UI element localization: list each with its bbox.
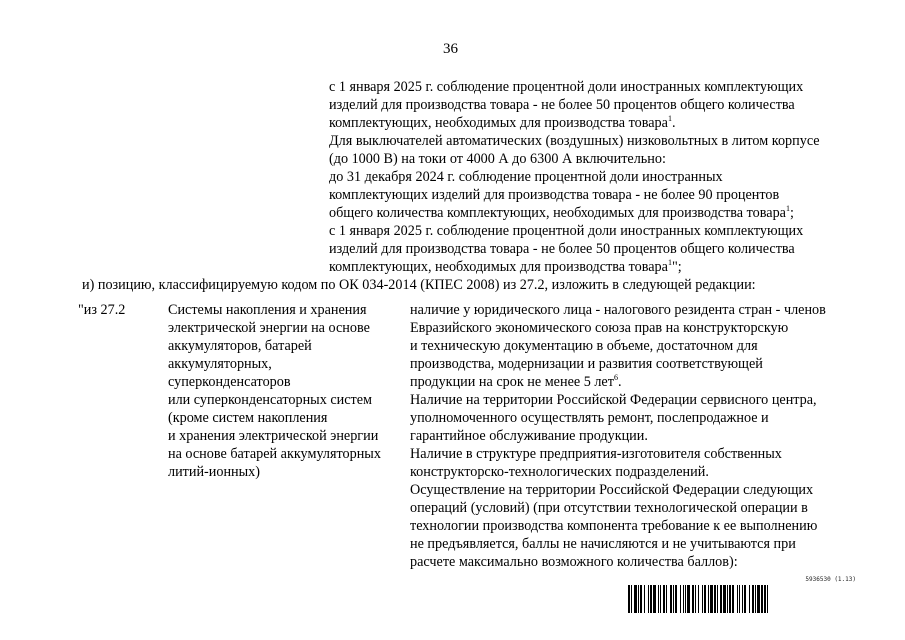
text-line: не предъявляется, баллы не начисляются и не учитываются при <box>410 536 796 552</box>
text-line: расчете максимально возможного количества баллов): <box>410 554 738 570</box>
text-line: литий-ионных) <box>168 464 261 480</box>
text-line: аккумуляторов, батарей <box>168 338 312 354</box>
requirements-continuation <box>329 78 869 276</box>
footnote-ref: 1 <box>667 114 672 123</box>
text-line: (до 1000 В) на токи от 4000 А до 6300 А включительно: <box>329 151 666 167</box>
text-line: уполномоченного осуществлять ремонт, послепродажное и <box>410 410 769 426</box>
text-line: с 1 января 2025 г. соблюдение процентной доли иностранных комплектующих <box>329 79 804 95</box>
text-line: изделий для производства товара - не более 50 процентов общего количества <box>329 97 795 113</box>
text-line: Осуществление на территории Российской Федерации следующих <box>410 482 814 498</box>
text-line: с 1 января 2025 г. соблюдение процентной доли иностранных комплектующих <box>329 223 804 239</box>
text-line: производства, модернизации и развития соответствующей <box>410 356 763 372</box>
text-line: Наличие в структуре предприятия-изготовителя собственных <box>410 446 782 462</box>
requirements-column <box>410 301 870 571</box>
product-name-column <box>168 301 404 481</box>
text-line: Для выключателей автоматических (воздушных) низковольтных в литом корпусе <box>329 133 820 149</box>
text-line: комплектующих изделий для производства товара - не более 90 процентов <box>329 187 780 203</box>
text-line: конструкторско-технологических подразделений. <box>410 464 709 480</box>
footnote-ref: 6 <box>613 373 618 382</box>
footnote-ref: 1 <box>785 204 790 213</box>
text-line: аккумуляторных, <box>168 356 272 372</box>
text-line: Евразийского экономического союза прав на конструкторскую <box>410 320 789 336</box>
text-line: и хранения электрической энергии <box>168 428 379 444</box>
text-line: Наличие на территории Российской Федерации сервисного центра, <box>410 392 817 408</box>
text-line: Системы накопления и хранения <box>168 302 367 318</box>
barcode-label: 5936530 (1.13) <box>805 576 856 583</box>
text-line: общего количества комплектующих, необходимых для производства товара$^1$; <box>329 204 794 221</box>
footnote-ref: 1 <box>667 258 672 267</box>
text-line: комплектующих, необходимых для производства товара$^1$. <box>329 114 676 131</box>
text-line: гарантийное обслуживание продукции. <box>410 428 648 444</box>
text-line: до 31 декабря 2024 г. соблюдение процентной доли иностранных <box>329 169 723 185</box>
intro-paragraph: и) позицию, классифицируемую кодом по ОК 034-2014 (КПЕС 2008) из 27.2, изложить в следующей редакции: <box>82 277 756 293</box>
text-line: изделий для производства товара - не более 50 процентов общего количества <box>329 241 795 257</box>
text-line: на основе батарей аккумуляторных <box>168 446 381 462</box>
text-line: технологии производства компонента требование к ее выполнению <box>410 518 818 534</box>
page-number: 36 <box>443 41 458 57</box>
text-line: и техническую документацию в объеме, достаточном для <box>410 338 758 354</box>
text-line: комплектующих, необходимых для производства товара$^1$"; <box>329 258 682 275</box>
text-line: (кроме систем накопления <box>168 410 328 426</box>
text-line: продукции на срок не менее 5 лет$^6$. <box>410 373 622 390</box>
barcode <box>628 585 856 613</box>
text-line: операций (условий) (при отсутствии технологической операции в <box>410 500 808 516</box>
text-line: наличие у юридического лица - налогового резидента стран - членов <box>410 302 826 318</box>
text-line: или суперконденсаторных систем <box>168 392 372 408</box>
text-line: электрической энергии на основе <box>168 320 370 336</box>
text-line: суперконденсаторов <box>168 374 291 390</box>
okpd-code: "из 27.2 <box>78 302 126 318</box>
